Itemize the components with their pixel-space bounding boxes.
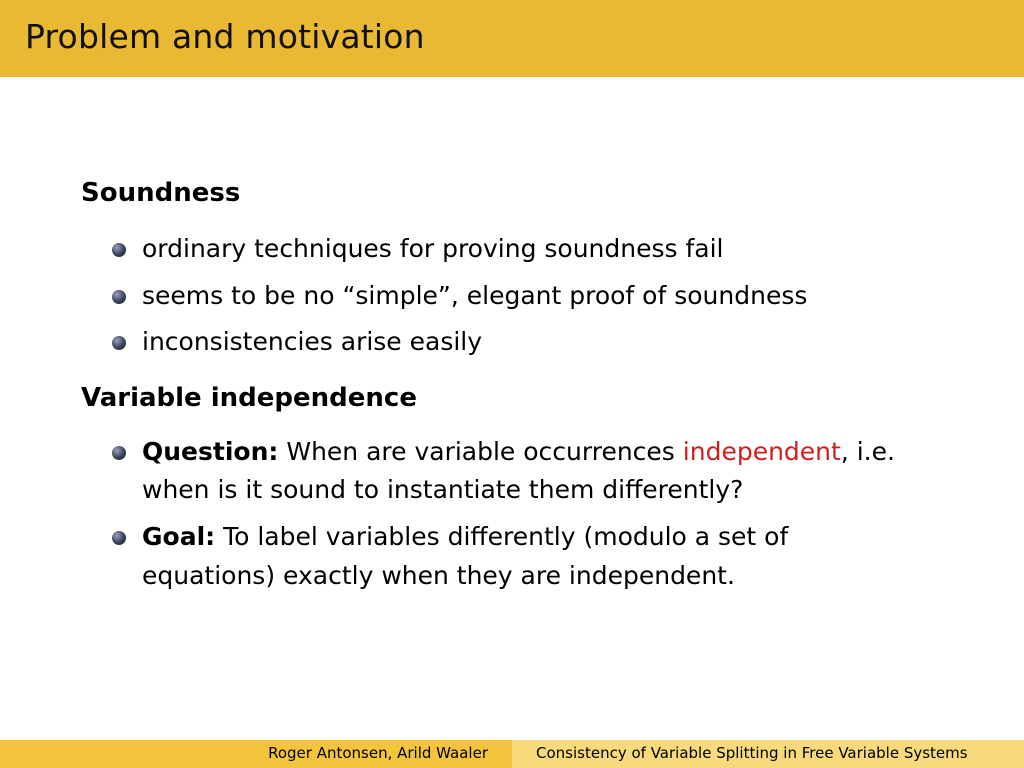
goal-text: To label variables differently (modulo a set of	[223, 522, 789, 551]
bullet-icon	[112, 336, 126, 350]
section-heading-variable-independence: Variable independence	[81, 383, 417, 413]
bullet-icon	[112, 531, 126, 545]
footer	[0, 740, 1024, 768]
goal-item-line2: equations) exactly when they are independent.	[142, 561, 735, 590]
question-item-line2: when is it sound to instantiate them differently?	[142, 475, 744, 504]
bullet-icon	[112, 446, 126, 460]
footer-authors: Roger Antonsen, Arild Waaler	[268, 744, 488, 762]
footer-left-panel	[0, 740, 512, 768]
bullet-icon	[112, 290, 126, 304]
slide-title: Problem and motivation	[25, 17, 425, 56]
question-text-before: When are variable occurrences	[286, 437, 675, 466]
goal-label: Goal:	[142, 522, 216, 551]
highlight-independent: independent	[682, 437, 841, 466]
bullet-icon	[112, 243, 126, 257]
footer-talk-title: Consistency of Variable Splitting in Free Variable Systems	[536, 744, 968, 762]
list-item: seems to be no “simple”, elegant proof of soundness	[142, 281, 808, 310]
section-heading-soundness: Soundness	[81, 178, 241, 208]
footer-right-panel	[512, 740, 1024, 768]
question-text-after: , i.e.	[840, 437, 895, 466]
question-label: Question:	[142, 437, 279, 466]
list-item: inconsistencies arise easily	[142, 327, 483, 356]
list-item: ordinary techniques for proving soundness fail	[142, 234, 724, 263]
goal-item-line1	[142, 518, 788, 556]
question-item-line1	[142, 433, 895, 471]
